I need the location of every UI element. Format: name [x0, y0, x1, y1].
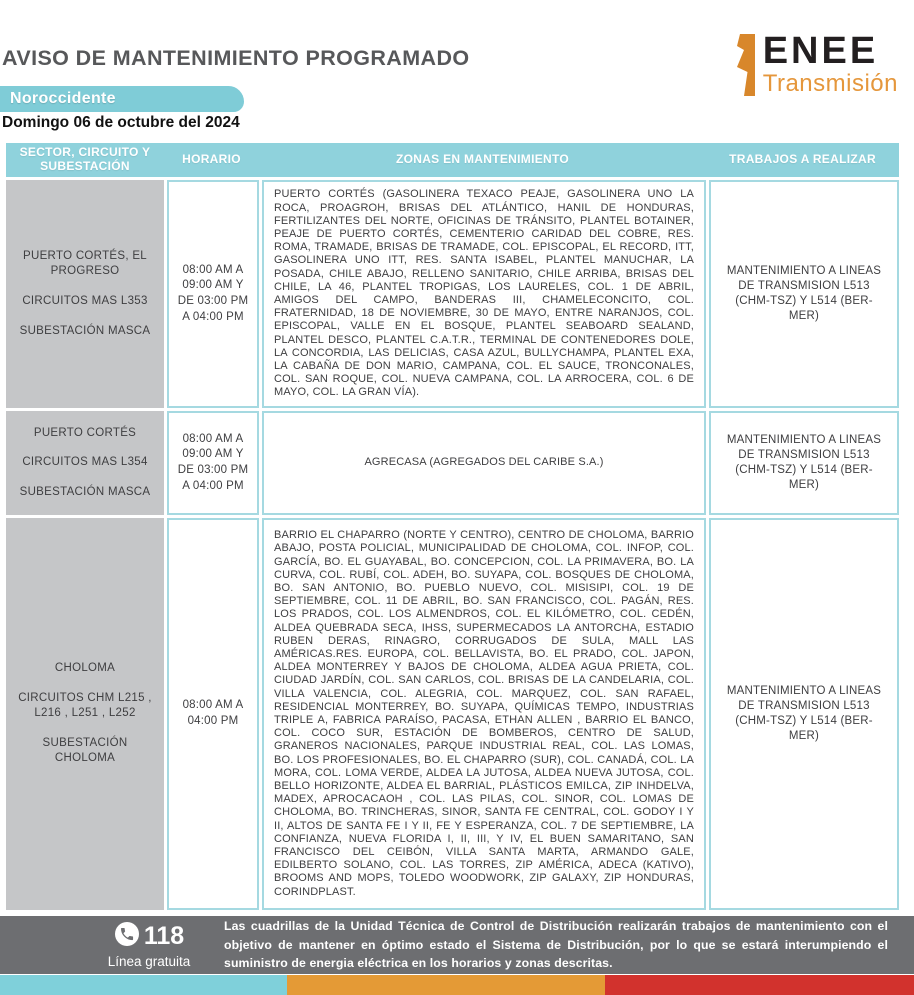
phone-block: [88, 921, 210, 969]
bottom-color-bar: [0, 975, 914, 995]
trabajos-cell: MANTENIMIENTO A LINEAS DE TRANSMISION L513 (CHM-TSZ) Y L514 (BER-MER): [709, 180, 899, 408]
notice-date: Domingo 06 de octubre del 2024: [2, 114, 240, 131]
sector-name: PUERTO CORTÉS: [33, 426, 137, 439]
sector-cell: [6, 180, 164, 408]
header-zonas: ZONAS EN MANTENIMIENTO: [395, 152, 570, 167]
sector-cell: [6, 411, 164, 515]
zonas-cell: BARRIO EL CHAPARRO (NORTE Y CENTRO), CENTRO DE CHOLOMA, BARRIO ABAJO, POSTA POLICIAL, MUNICIPALIDAD DE CHOLOMA, COL. INFOP, COL. GARCÍA, BO. EL GUAYABAL, BO. CONCEPCION, COL. LA PRIMAVERA, BO. LA CURVA, COL. RUBÍ, COL. ADEH, BO. SUYAPA, COL. BOSQUES DE CHOLOMA, BO. SAN ANTONIO, BO. PUEBLO NUEVO, COL. MISISIPI, COL. 19 DE SEPTIEMBRE, COL. 11 DE ABRIL, BO. SAN FRANCISCO, COL. PAGÁN, RES. LOS PRADOS, COL. LOS ALMENDROS, COL. EL KILÓMETRO, COL. CEDÉN, ALDEA QUEBRADA SECA, IHSS, SUPERMECADOS LA ANTORCHA, ESTADIO RUBEN DERAS, RINAGRO, CORRUGADOS DE SULA, MALL LAS AMÉRICAS.RES. EUROPA, COL. BELLAVISTA, BO. EL PRADO, COL. JAPON, ALDEA MONTERREY Y BAJOS DE CHOLOMA, ALDEA AGUA PRIETA, COL. CIUDAD JARDÍN, COL. SAN CARLOS, COL. BRISAS DE LA CANDELARIA, COL. VILLA VALENCIA, COL. ALEGRIA, COL. MARQUEZ, COL. SAN RAFAEL, RESIDENCIAL MONTERREY, BO. SUYAPA, QUÍMICAS TEMPO, INDUSTRIAS TRIPLE A, FABRICA PARAÍSO, PACASA, ETHAN ALLEN , BARRIO EL BANCO, COL. COCO SUR, ESTACIÓN DE BOMBEROS, CENTRO DE SALUD, GRANEROS NACIONALES, PARQUE INDUSTRIAL REAL, COL. LAS LOMAS, BO. LOS PROFESIONALES, BO. EL CHAPARRO (SUR), COL. CANADÁ, COL. LA MORA, COL. LOMA VERDE, ALDEA LA JUTOSA, ALDEA NUEVA JUTOSA, COL. BELLO HORIZONTE, ALDEA EL BARRIAL, PLÁSTICOS EMILCA, ZIP INHDELVA, MADEX, APROCACAOH , COL. LAS PILAS, COL. SINOR, COL. LOMAS DE CHOLOMA, BO. TRINCHERAS, SINOR, SANTA FE CENTRAL, COL. GODOY I Y II, ALTOS DE SANTA FE I Y II, FE Y ESPERANZA, COL. 7 DE SEPTIEMBRE, LA CONFIANZA, NUEVA FLORIDA I, II, III, Y IV, EL BUEN SAMARITANO, SAN FRANCISCO DEL CEIBÓN, VILLA SANTA MARTA, ARMANDO GALE, EDILBERTO SOLANO, COL. LAS TORRES, ZIP AMÉRICA, ADECA (KATIVO), BROOMS AND MOPS, TOLEDO WOODWORK, ZIP GALAXY, ZIP HONDURAS, CORINDPLAST.: [262, 518, 706, 910]
lightning-bolt-icon: [731, 34, 757, 103]
maintenance-table: [6, 143, 899, 910]
color-bar-orange-segment: [287, 975, 605, 995]
header-horario: HORARIO: [182, 152, 241, 167]
footer-band: [0, 916, 914, 974]
logo-name: ENEE: [762, 30, 879, 72]
phone-label: Línea gratuita: [107, 954, 191, 969]
horario-cell: 08:00 AM A 04:00 PM: [167, 518, 259, 910]
logo-division: Transmisión: [762, 70, 898, 97]
trabajos-cell: MANTENIMIENTO A LINEAS DE TRANSMISION L513 (CHM-TSZ) Y L514 (BER-MER): [709, 411, 899, 515]
table-header-row: [6, 143, 899, 177]
header-sector: SECTOR, CIRCUITO Y SUBESTACIÓN: [19, 145, 151, 173]
sector-substation: SUBESTACIÓN MASCA: [19, 324, 151, 337]
sector-substation: SUBESTACIÓN MASCA: [19, 485, 151, 498]
zonas-cell: PUERTO CORTÉS (GASOLINERA TEXACO PEAJE, GASOLINERA UNO LA ROCA, PROAGROH, BRISAS DEL ATLÁNTICO, HANIL DE HONDURAS, FERTILIZANTES DEL NORTE, OFICINAS DE TRÁNSITO, PLANTEL BOTAINER, PEAJE DE PUERTO CORTÉS, CEMENTERIO CARIDAD DEL COBRE, RES. ROMA, TRAMADE, BRISAS DE TRAMADE, COL. EPISCOPAL, EL RECORD, ITT, GASOLINERA UNO ITT, RES. SANTA ISABEL, PLANTEL MANUCHAR, LA POSADA, CHILE ABAJO, RELLENO SANITARIO, CHILE ARRIBA, BRISAS DEL CHILE, LA 46, PLANTEL TROPIGAS, LOS LAURELES, COL. 1 DE ABRIL, AMIGOS DEL CAMPO, BANDERAS III, CHAMELECONCITO, COL. FRATERNIDAD, 18 DE NOVIEMBRE, 30 DE MAYO, ENTRE NARANJOS, COL. EPISCOPAL, VALLE EN EL BOSQUE, PLANTEL SEABOARD SEALAND, PLANTEL DESCO, PLANTEL C.A.T.R., TERMINAL DE CONTENEDORES DOLE, LA CONCORDIA, LAS DELICIAS, CASA AZUL, BULLYCHAMPA, PLANTEL EXA, LA CABAÑA DE DON MARIO, CAMPANA, COL. EL SAUCE, TRONCONALES, COL. SAN ROQUE, COL. NUEVA CAMPANA, COL. LA ARROCERA, COL. 6 DE MAYO, COL. LA GRAN VÍA).: [262, 180, 706, 408]
color-bar-teal-segment: [0, 975, 287, 995]
page-title: AVISO DE MANTENIMIENTO PROGRAMADO: [2, 46, 470, 70]
horario-cell: 08:00 AM A 09:00 AM Y DE 03:00 PM A 04:00 PM: [167, 180, 259, 408]
enee-logo: [731, 32, 898, 103]
table-row: [6, 518, 899, 910]
sector-name: PUERTO CORTÉS, EL PROGRESO: [23, 249, 147, 278]
zonas-cell: AGRECASA (AGREGADOS DEL CARIBE S.A.): [262, 411, 706, 515]
horario-cell: 08:00 AM A 09:00 AM Y DE 03:00 PM A 04:00 PM: [167, 411, 259, 515]
footer-notice: Las cuadrillas de la Unidad Técnica de Control de Distribución realizarán trabajos de mantenimiento con el objetivo de mantener en óptimo estado el Sistema de Distribución, por lo que se estará interumpiendo el suministro de energia eléctrica en los horarios y zonas descritas.: [224, 919, 888, 971]
table-row: [6, 180, 899, 408]
table-row: [6, 411, 899, 515]
logo-text: [763, 32, 898, 96]
sector-circuit: CIRCUITOS MAS L354: [22, 456, 148, 469]
sector-substation: SUBESTACIÓN CHOLOMA: [42, 736, 128, 765]
trabajos-cell: MANTENIMIENTO A LINEAS DE TRANSMISION L513 (CHM-TSZ) Y L514 (BER-MER): [709, 518, 899, 910]
header-trabajos: TRABAJOS A REALIZAR: [729, 152, 876, 167]
phone-icon: [114, 921, 140, 952]
sector-cell: [6, 518, 164, 910]
sector-name: CHOLOMA: [54, 662, 116, 675]
phone-number: 118: [143, 922, 185, 950]
sector-circuit: CIRCUITOS MAS L353: [22, 295, 148, 307]
color-bar-red-segment: [605, 975, 914, 995]
region-badge: Noroccidente: [0, 86, 244, 112]
sector-circuit: CIRCUITOS CHM L215 , L216 , L251 , L252: [18, 691, 152, 720]
